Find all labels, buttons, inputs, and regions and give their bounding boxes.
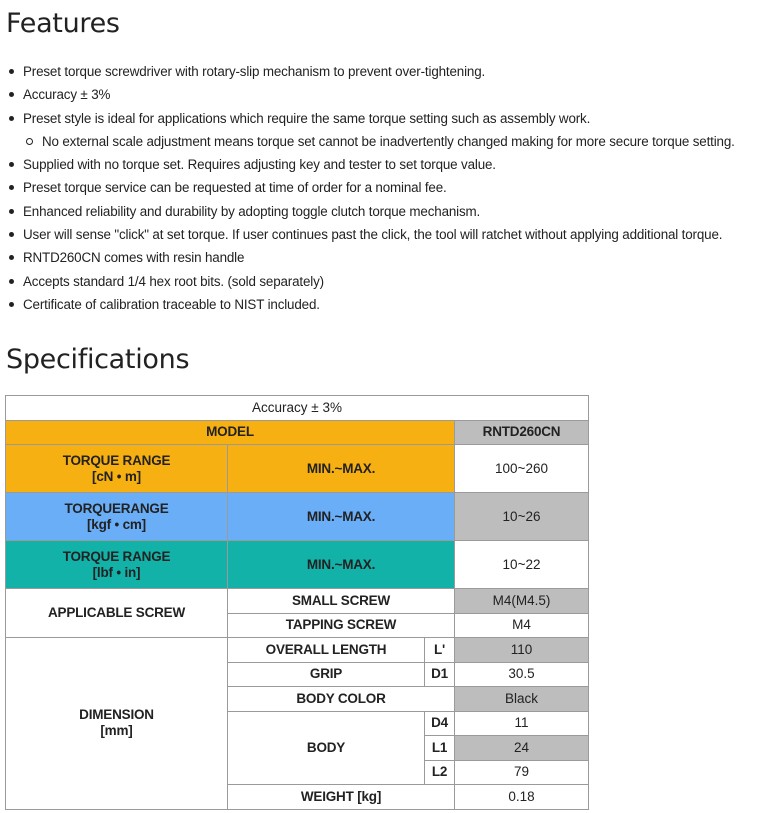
features-list — [0, 60, 780, 316]
specifications-heading: Specifications — [6, 344, 190, 375]
list-item: Preset torque screwdriver with rotary-slip mechanism to prevent over-tightening. — [0, 60, 780, 83]
bullet-icon — [9, 302, 14, 307]
overall-length-code: L' — [425, 638, 455, 663]
d4-value: 11 — [455, 711, 589, 736]
weight-label: WEIGHT [kg] — [228, 785, 455, 810]
grip-label: GRIP — [228, 662, 425, 687]
torque-lbf-range-label: MIN.~MAX. — [228, 541, 455, 589]
bullet-icon — [9, 279, 14, 284]
specifications-table — [5, 395, 589, 810]
weight-value: 0.18 — [455, 785, 589, 810]
list-item: Enhanced reliability and durability by adopting toggle clutch torque mechanism. — [0, 200, 780, 223]
list-item: Accepts standard 1/4 hex root bits. (sold separately) — [0, 270, 780, 293]
small-screw-label: SMALL SCREW — [228, 589, 455, 614]
sub-list-item: No external scale adjustment means torque set cannot be inadvertently changed making for more secure torque setting. — [0, 130, 780, 153]
model-label-cell: MODEL — [6, 420, 455, 445]
grip-code: D1 — [425, 662, 455, 687]
tapping-screw-value: M4 — [455, 613, 589, 638]
l1-value: 24 — [455, 736, 589, 761]
body-color-label: BODY COLOR — [228, 687, 455, 712]
torque-cn-line1: TORQUE RANGE — [62, 452, 171, 468]
list-item: RNTD260CN comes with resin handle — [0, 246, 780, 269]
torque-lbf-label-cell — [6, 541, 228, 589]
list-item: Preset style is ideal for applications which require the same torque setting such as assembly work. — [0, 107, 780, 130]
list-item: Supplied with no torque set. Requires adjusting key and tester to set torque value. — [0, 153, 780, 176]
list-item: Accuracy ± 3% — [0, 83, 780, 106]
body-label: BODY — [228, 711, 425, 785]
circle-bullet-icon — [26, 138, 33, 145]
grip-value: 30.5 — [455, 662, 589, 687]
bullet-icon — [9, 232, 14, 237]
list-item: Preset torque service can be requested at time of order for a nominal fee. — [0, 176, 780, 199]
torque-lbf-value: 10~22 — [455, 541, 589, 589]
torque-kgf-label-cell — [6, 493, 228, 541]
bullet-icon — [9, 116, 14, 121]
l1-code: L1 — [425, 736, 455, 761]
dimension-line1: DIMENSION — [79, 707, 154, 723]
accuracy-cell: Accuracy ± 3% — [6, 396, 589, 421]
torque-kgf-value: 10~26 — [455, 493, 589, 541]
body-color-value: Black — [455, 687, 589, 712]
d4-code: D4 — [425, 711, 455, 736]
torque-lbf-line2: [lbf • in] — [92, 564, 141, 580]
list-item: User will sense "click" at set torque. If user continues past the click, the tool will ratchet without applying additional torque. — [0, 223, 780, 246]
dimension-label-cell — [6, 638, 228, 810]
model-value-cell: RNTD260CN — [455, 420, 589, 445]
l2-code: L2 — [425, 760, 455, 785]
applicable-screw-label: APPLICABLE SCREW — [6, 589, 228, 638]
bullet-icon — [9, 185, 14, 190]
torque-kgf-line1: TORQUERANGE — [64, 500, 169, 516]
tapping-screw-label: TAPPING SCREW — [228, 613, 455, 638]
torque-cn-label-cell — [6, 445, 228, 493]
small-screw-value: M4(M4.5) — [455, 589, 589, 614]
l2-value: 79 — [455, 760, 589, 785]
overall-length-label: OVERALL LENGTH — [228, 638, 425, 663]
torque-cn-range-label: MIN.~MAX. — [228, 445, 455, 493]
dimension-line2: [mm] — [100, 723, 133, 739]
torque-cn-line2: [cN • m] — [92, 468, 141, 484]
bullet-icon — [9, 92, 14, 97]
torque-cn-value: 100~260 — [455, 445, 589, 493]
bullet-icon — [9, 69, 14, 74]
bullet-icon — [9, 209, 14, 214]
features-heading: Features — [6, 8, 120, 39]
torque-kgf-range-label: MIN.~MAX. — [228, 493, 455, 541]
overall-length-value: 110 — [455, 638, 589, 663]
list-item: Certificate of calibration traceable to NIST included. — [0, 293, 780, 316]
bullet-icon — [9, 255, 14, 260]
bullet-icon — [9, 162, 14, 167]
torque-kgf-line2: [kgf • cm] — [87, 516, 146, 532]
torque-lbf-line1: TORQUE RANGE — [62, 548, 171, 564]
